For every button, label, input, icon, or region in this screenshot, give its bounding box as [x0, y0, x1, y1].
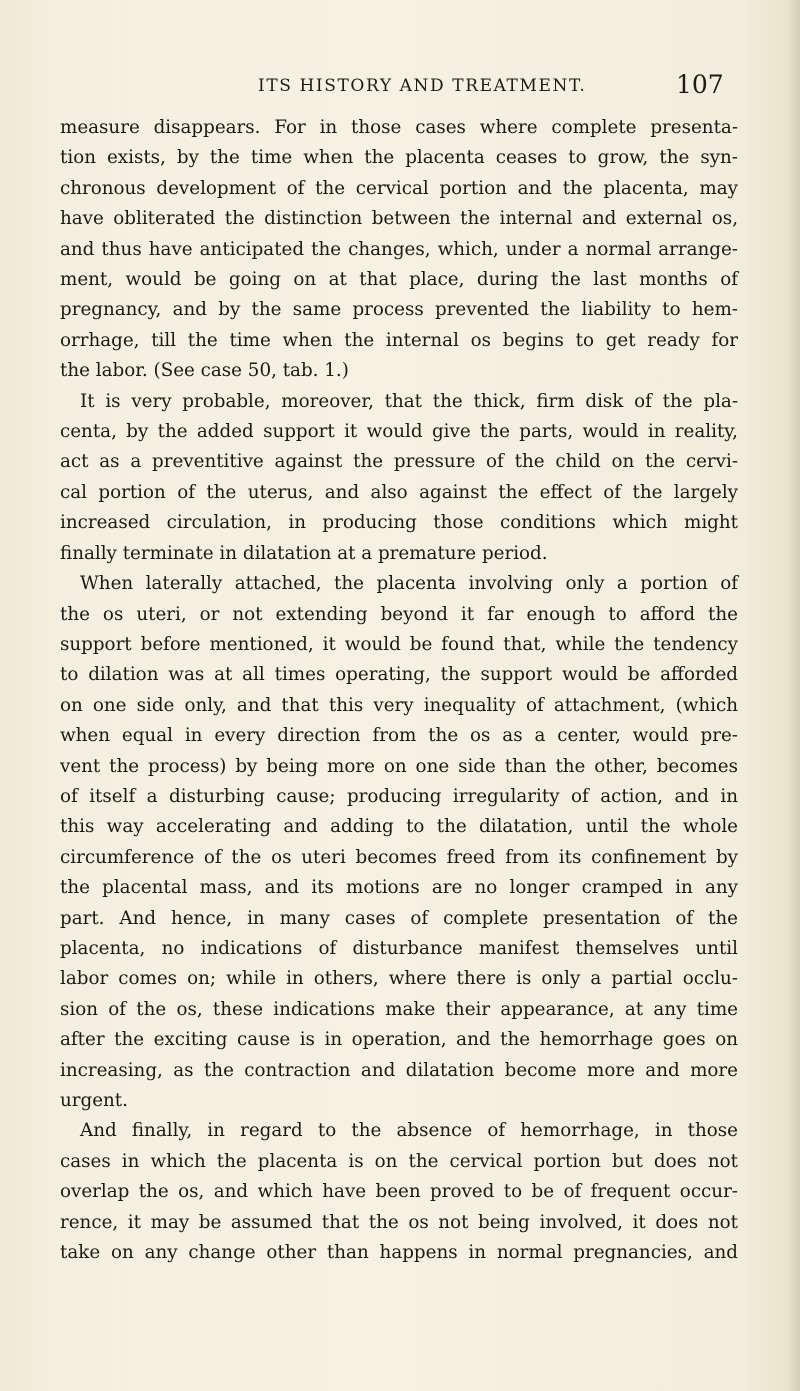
text-line: rence, it may be assumed that the os not being involved, it does not [60, 1211, 738, 1233]
text-line: And finally, in regard to the absence of hemorrhage, in those [80, 1120, 738, 1142]
text-line: take on any change other than happens in normal pregnancies, and [60, 1242, 738, 1264]
page-number: 107 [676, 70, 724, 99]
text-line: the os uteri, or not extending beyond it far enough to afford the [60, 603, 738, 625]
text-line: increased circulation, in producing those conditions which might [60, 512, 738, 534]
text-line: vent the process) by being more on one side than the other, becomes [60, 755, 738, 777]
page-header [0, 70, 800, 110]
text-line: pregnancy, and by the same process prevented the liability to hem- [60, 299, 738, 321]
text-line: When laterally attached, the placenta involving only a portion of [80, 573, 738, 595]
text-line: after the exciting cause is in operation, and the hemorrhage goes on [60, 1029, 738, 1051]
text-line: overlap the os, and which have been proved to be of frequent occur- [60, 1181, 738, 1203]
page-edge-shadow [786, 0, 800, 1391]
text-line: It is very probable, moreover, that the thick, firm disk of the pla- [80, 390, 738, 412]
text-line: labor comes on; while in others, where there is only a partial occlu- [60, 968, 738, 990]
text-line: ment, would be going on at that place, during the last months of [60, 269, 738, 291]
text-line: and thus have anticipated the changes, which, under a normal arrange- [60, 238, 738, 260]
running-head: ITS HISTORY AND TREATMENT. [258, 76, 587, 96]
text-line: have obliterated the distinction between the internal and external os, [60, 208, 738, 230]
text-line: measure disappears. For in those cases where complete presenta- [60, 117, 738, 138]
text-line: the placental mass, and its motions are no longer cramped in any [60, 877, 738, 899]
text-line: the labor. (See case 50, tab. 1.) [60, 360, 349, 382]
text-line: finally terminate in dilatation at a premature period. [60, 542, 548, 564]
text-line: increasing, as the contraction and dilatation become more and more [60, 1059, 738, 1081]
text-line: urgent. [60, 1090, 128, 1111]
text-line: chronous development of the cervical portion and the placenta, may [60, 177, 738, 199]
text-line: circumference of the os uteri becomes freed from its confinement by [60, 846, 738, 868]
text-line: support before mentioned, it would be found that, while the tendency [60, 633, 738, 655]
text-line: orrhage, till the time when the internal os begins to get ready for [60, 329, 738, 351]
text-line: placenta, no indications of disturbance manifest themselves until [60, 937, 738, 959]
text-line: to dilation was at all times operating, the support would be afforded [60, 664, 738, 686]
text-line: tion exists, by the time when the placenta ceases to grow, the syn- [60, 147, 738, 169]
text-line: act as a preventitive against the pressure of the child on the cervi- [60, 451, 738, 473]
text-line: this way accelerating and adding to the dilatation, until the whole [60, 816, 738, 838]
body-text [60, 113, 738, 1268]
text-line: sion of the os, these indications make their appearance, at any time [60, 998, 738, 1020]
text-line: of itself a disturbing cause; producing irregularity of action, and in [60, 785, 738, 807]
text-line: cal portion of the uterus, and also against the effect of the largely [60, 481, 738, 503]
text-line: cases in which the placenta is on the cervical portion but does not [60, 1150, 738, 1172]
text-line: on one side only, and that this very inequality of attachment, (which [60, 694, 738, 716]
text-line: part. And hence, in many cases of complete presentation of the [60, 907, 738, 929]
text-line: centa, by the added support it would give the parts, would in reality, [60, 421, 738, 443]
text-line: when equal in every direction from the os as a center, would pre- [60, 725, 738, 747]
